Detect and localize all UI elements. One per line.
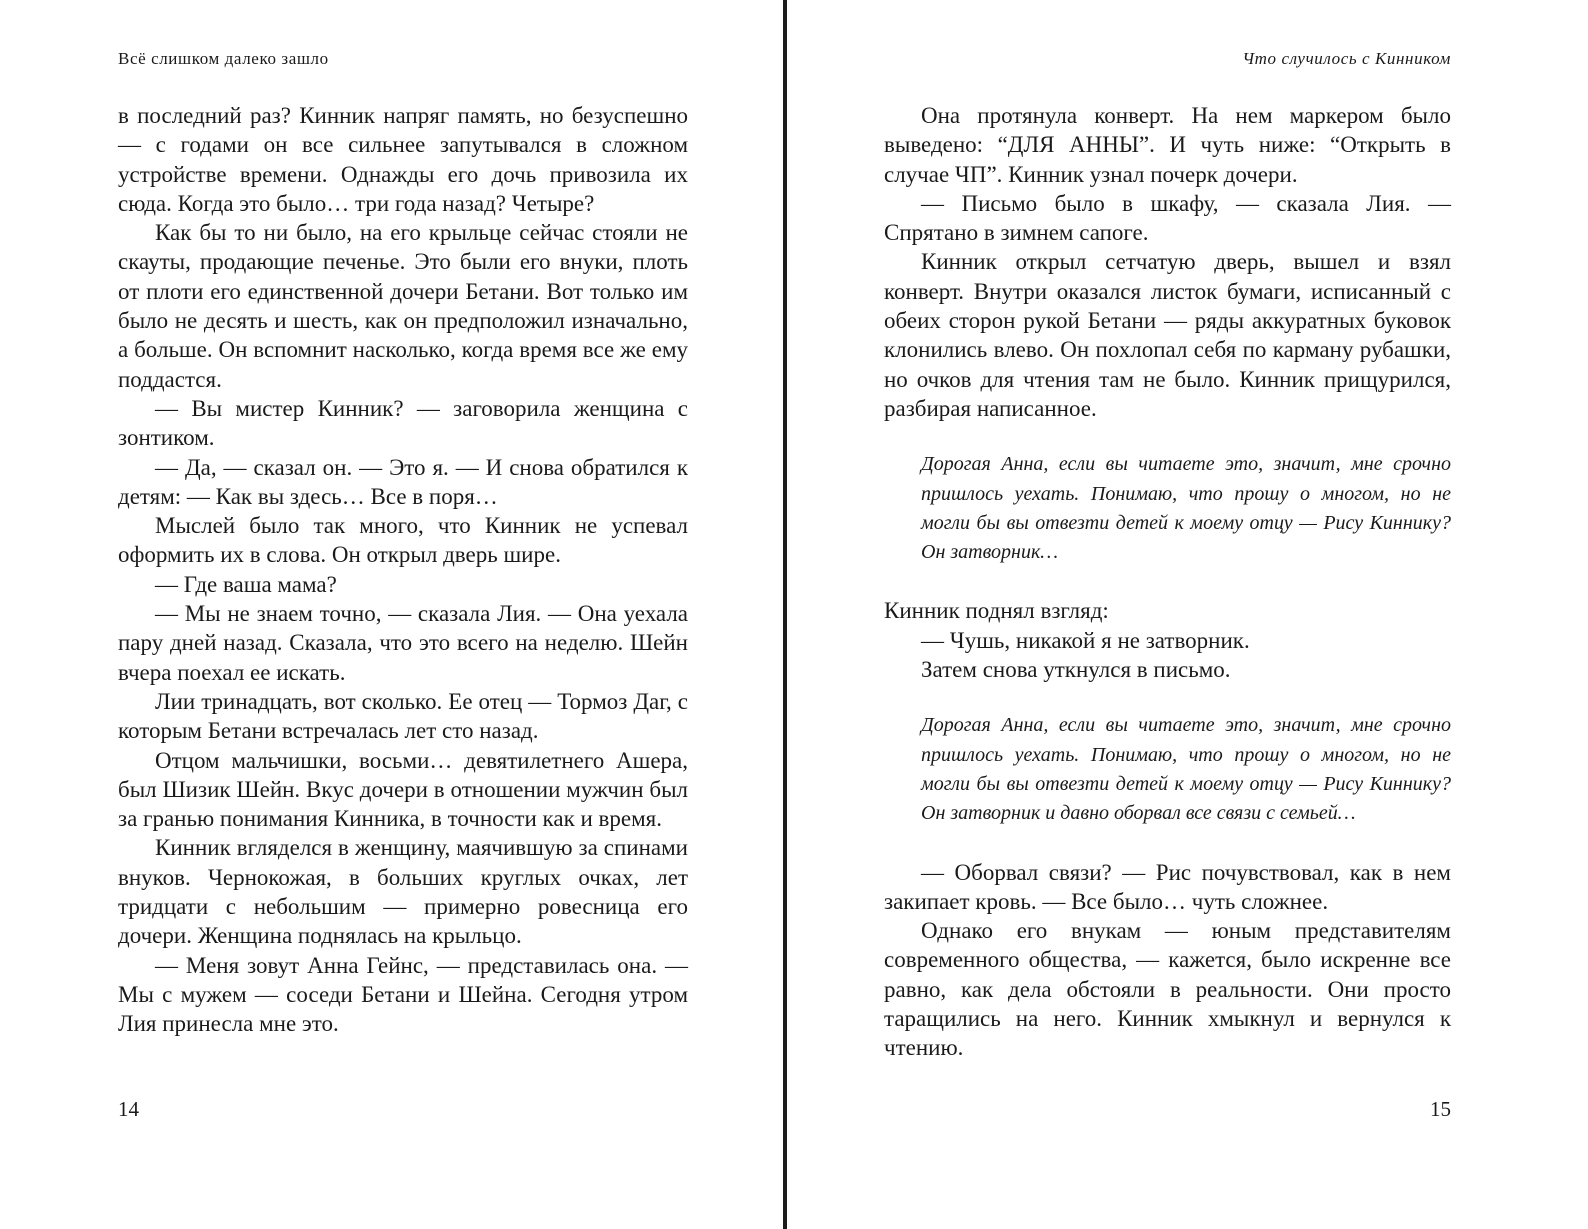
right-page [884,0,1451,1229]
paragraph: Затем снова уткнулся в письмо. [921,657,1231,683]
paragraph: Кинник поднял взгляд: [884,598,1109,624]
right-page-text [884,101,1451,1063]
paragraph: Лии тринадцать, вот сколько. Ее отец — Тормоз Даг, с которым Бетани встречалась лет сто назад. [118,688,688,744]
paragraph: Отцом мальчишки, восьми… девятилетнего Ашера, был Шизик Шейн. Вкус дочери в отношении мужчин был за гранью понимания Кинника, в точности как и время. [118,747,688,832]
left-page-text [118,101,688,1039]
left-page [118,0,688,1229]
paragraph: — Оборвал связи? — Рис почувствовал, как в нем закипает кровь. — Все было… чуть сложнее. [884,859,1451,914]
paragraph: Она протянула конверт. На нем маркером было выведено: “ДЛЯ АННЫ”. И чуть ниже: “Открыть в случае ЧП”. Кинник узнал почерк дочери. [884,103,1451,187]
left-page-number: 14 [118,1097,139,1121]
paragraph: — Чушь, никакой я не затворник. [921,627,1250,653]
paragraph: — Мы не знаем точно, — сказала Лия. — Она уехала пару дней назад. Сказала, что это всего на неделю. Шейн вчера поехал ее искать. [118,601,688,685]
paragraph: — Письмо было в шкафу, — сказала Лия. — Спрятано в зимнем сапоге. [884,190,1451,246]
paragraph: в последний раз? Кинник напряг память, но безуспешно — с годами он все сильнее запутывался в сложном устройстве времени. Однажды его дочь привозила их сюда. Когда это было… три года назад? Четыре? [118,103,688,216]
paragraph: Кинник вгляделся в женщину, маячившую за спинами внуков. Чернокожая, в больших круглых очках, лет тридцати с небольшим — примерно ровесница его дочери. Женщина поднялась на крыльцо. [118,835,688,949]
left-running-head: Всё слишком далеко зашло [118,49,329,68]
right-page-number: 15 [1430,1097,1451,1121]
paragraph: — Меня зовут Анна Гейнс, — представилась она. — Мы с мужем — соседи Бетани и Шейна. Сегодня утром Лия принесла мне это. [118,952,688,1037]
paragraph: Кинник открыл сетчатую дверь, вышел и взял конверт. Внутри оказался листок бумаги, исписанный с обеих сторон рукой Бетани — ряды аккуратных буковок клонились влево. Он похлопал себя по карману рубашки, но очков для чтения там не было. Кинник прищурился, разбирая написанное. [884,249,1451,421]
paragraph: — Где ваша мама? [155,571,337,597]
paragraph: — Вы мистер Кинник? — заговорила женщина с зонтиком. [118,395,688,451]
letter-excerpt-2 [921,711,1451,828]
letter-excerpt-1 [921,450,1451,567]
paragraph: Однако его внукам — юным представителям современного общества, — кажется, было искренне все равно, как дела обстояли в реальности. Они просто таращились на него. Кинник хмыкнул и вернулся к чтению. [884,918,1451,1061]
paragraph: Как бы то ни было, на его крыльце сейчас стояли не скауты, продающие печенье. Это были его внуки, плоть от плоти его единственной дочери Бетани. Вот только им было не десять и шесть, как он предположил изначально, а больше. Он вспомнит насколько, когда время все же ему поддастся. [118,220,688,392]
paragraph: — Да, — сказал он. — Это я. — И снова обратился к детям: — Как вы здесь… Все в поря… [118,454,688,509]
right-running-head: Что случилось с Кинником [1242,49,1451,68]
letter-text: Дорогая Анна, если вы читаете это, значит, мне срочно пришлось уехать. Понимаю, что прошу о многом, но не могли бы вы отвезти детей к моему отцу — Рису Киннику? Он затворник… [921,453,1451,564]
book-spine [783,0,787,1229]
letter-text: Дорогая Анна, если вы читаете это, значит, мне срочно пришлось уехать. Понимаю, что прошу о многом, но не могли бы вы отвезти детей к моему отцу — Рису Киннику? Он затворник и давно оборвал все связи с семьей… [921,714,1451,825]
paragraph: Мыслей было так много, что Кинник не успевал оформить их в слова. Он открыл дверь шире. [118,513,688,568]
